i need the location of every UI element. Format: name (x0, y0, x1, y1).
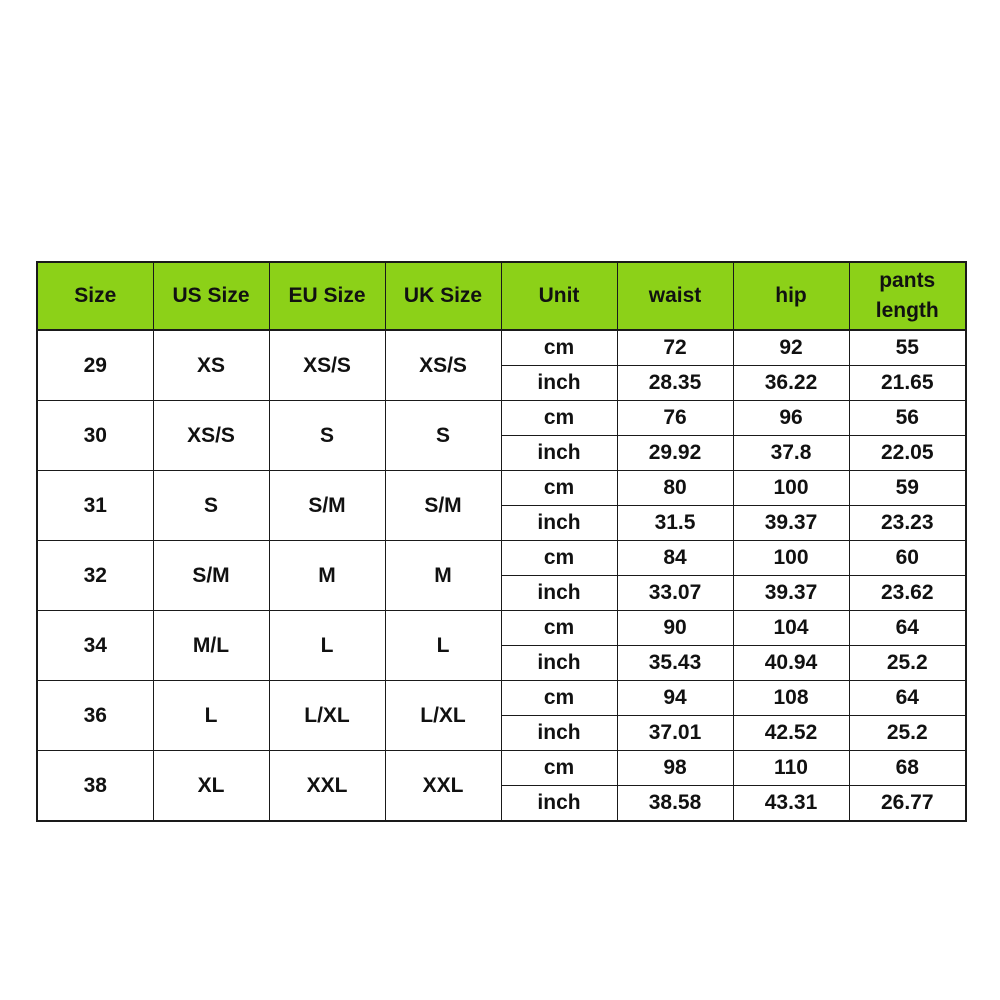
cell-eu-size: M (269, 541, 385, 611)
table-row-cm (37, 541, 966, 576)
cell-pants-length: 22.05 (849, 436, 966, 471)
table-body (37, 330, 966, 821)
header-eu-size: EU Size (269, 262, 385, 330)
header-unit: Unit (501, 262, 617, 330)
table-row-cm (37, 471, 966, 506)
cell-waist: 94 (617, 681, 733, 716)
cell-waist: 72 (617, 330, 733, 366)
cell-unit-cm: cm (501, 681, 617, 716)
cell-us-size: S (153, 471, 269, 541)
cell-pants-length: 25.2 (849, 646, 966, 681)
cell-us-size: M/L (153, 611, 269, 681)
cell-size: 32 (37, 541, 153, 611)
cell-pants-length: 68 (849, 751, 966, 786)
cell-waist: 98 (617, 751, 733, 786)
cell-hip: 37.8 (733, 436, 849, 471)
cell-waist: 84 (617, 541, 733, 576)
cell-unit-cm: cm (501, 330, 617, 366)
cell-hip: 110 (733, 751, 849, 786)
cell-unit-cm: cm (501, 541, 617, 576)
table-row-cm (37, 611, 966, 646)
cell-size: 38 (37, 751, 153, 822)
cell-eu-size: S/M (269, 471, 385, 541)
cell-uk-size: S/M (385, 471, 501, 541)
table-row-cm (37, 751, 966, 786)
cell-waist: 37.01 (617, 716, 733, 751)
cell-size: 36 (37, 681, 153, 751)
table-row-cm (37, 401, 966, 436)
header-row (37, 262, 966, 330)
cell-unit-inch: inch (501, 786, 617, 822)
cell-pants-length: 59 (849, 471, 966, 506)
cell-uk-size: XS/S (385, 330, 501, 401)
cell-unit-inch: inch (501, 506, 617, 541)
table-header (37, 262, 966, 330)
cell-hip: 39.37 (733, 576, 849, 611)
table-row-cm (37, 681, 966, 716)
cell-pants-length: 64 (849, 681, 966, 716)
header-uk-size: UK Size (385, 262, 501, 330)
cell-waist: 90 (617, 611, 733, 646)
cell-pants-length: 23.62 (849, 576, 966, 611)
cell-waist: 28.35 (617, 366, 733, 401)
cell-waist: 31.5 (617, 506, 733, 541)
cell-size: 30 (37, 401, 153, 471)
cell-hip: 43.31 (733, 786, 849, 822)
cell-pants-length: 64 (849, 611, 966, 646)
cell-waist: 29.92 (617, 436, 733, 471)
cell-unit-inch: inch (501, 436, 617, 471)
header-waist: waist (617, 262, 733, 330)
cell-us-size: XS/S (153, 401, 269, 471)
header-size: Size (37, 262, 153, 330)
cell-eu-size: S (269, 401, 385, 471)
cell-eu-size: XS/S (269, 330, 385, 401)
cell-us-size: S/M (153, 541, 269, 611)
cell-uk-size: S (385, 401, 501, 471)
cell-waist: 80 (617, 471, 733, 506)
cell-waist: 38.58 (617, 786, 733, 822)
cell-uk-size: L (385, 611, 501, 681)
header-pants-length (849, 262, 966, 330)
cell-waist: 35.43 (617, 646, 733, 681)
cell-hip: 96 (733, 401, 849, 436)
cell-waist: 33.07 (617, 576, 733, 611)
header-hip: hip (733, 262, 849, 330)
cell-unit-inch: inch (501, 646, 617, 681)
cell-pants-length: 26.77 (849, 786, 966, 822)
cell-waist: 76 (617, 401, 733, 436)
cell-uk-size: XXL (385, 751, 501, 822)
cell-us-size: XS (153, 330, 269, 401)
size-chart-table (36, 261, 967, 822)
cell-pants-length: 60 (849, 541, 966, 576)
cell-pants-length: 56 (849, 401, 966, 436)
cell-eu-size: L (269, 611, 385, 681)
cell-hip: 36.22 (733, 366, 849, 401)
cell-unit-inch: inch (501, 716, 617, 751)
cell-uk-size: M (385, 541, 501, 611)
cell-uk-size: L/XL (385, 681, 501, 751)
cell-hip: 39.37 (733, 506, 849, 541)
cell-size: 31 (37, 471, 153, 541)
cell-hip: 104 (733, 611, 849, 646)
cell-hip: 92 (733, 330, 849, 366)
cell-unit-cm: cm (501, 751, 617, 786)
cell-us-size: L (153, 681, 269, 751)
cell-pants-length: 25.2 (849, 716, 966, 751)
cell-unit-cm: cm (501, 401, 617, 436)
header-pants-length-line1: pants (879, 269, 936, 292)
cell-unit-inch: inch (501, 576, 617, 611)
cell-pants-length: 55 (849, 330, 966, 366)
cell-hip: 108 (733, 681, 849, 716)
cell-hip: 100 (733, 471, 849, 506)
cell-pants-length: 21.65 (849, 366, 966, 401)
cell-size: 34 (37, 611, 153, 681)
cell-hip: 40.94 (733, 646, 849, 681)
cell-eu-size: XXL (269, 751, 385, 822)
cell-unit-cm: cm (501, 471, 617, 506)
cell-hip: 100 (733, 541, 849, 576)
cell-hip: 42.52 (733, 716, 849, 751)
header-us-size: US Size (153, 262, 269, 330)
cell-eu-size: L/XL (269, 681, 385, 751)
table-row-cm (37, 330, 966, 366)
cell-pants-length: 23.23 (849, 506, 966, 541)
cell-unit-cm: cm (501, 611, 617, 646)
cell-unit-inch: inch (501, 366, 617, 401)
cell-size: 29 (37, 330, 153, 401)
header-pants-length-line2: length (875, 299, 939, 322)
cell-us-size: XL (153, 751, 269, 822)
